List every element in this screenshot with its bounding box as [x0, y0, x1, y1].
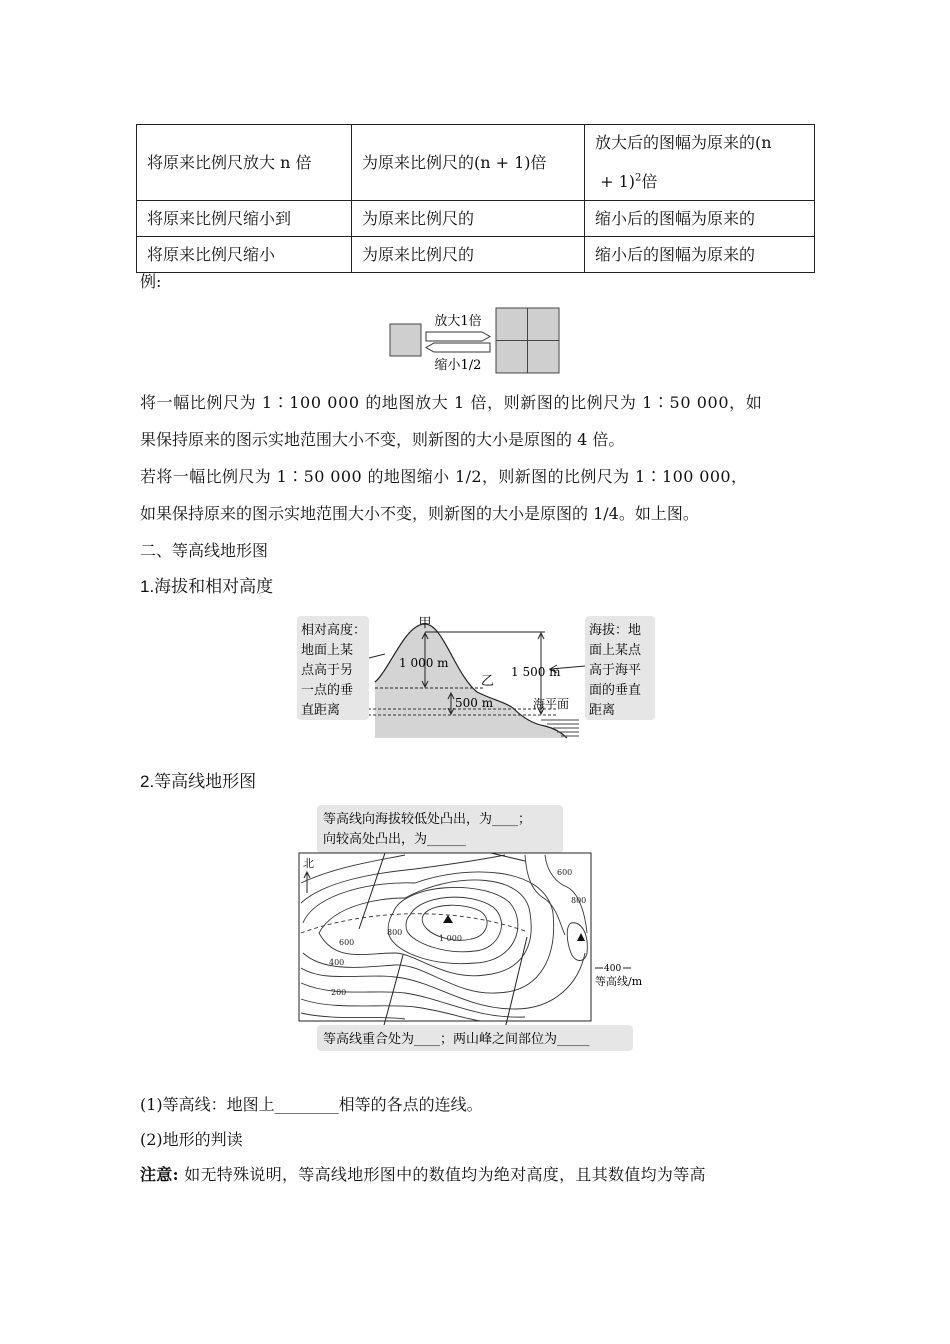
height-1500-label: 1 500 m: [511, 665, 561, 679]
table-cell: [585, 125, 815, 201]
north-label: 北: [303, 857, 314, 870]
example-label: 例:: [140, 272, 162, 291]
section-heading: 二、等高线地形图: [140, 541, 269, 560]
scale-figure: [388, 305, 563, 375]
paragraph-line: 如果保持原来的图示实地范围大小不变，则新图的大小是原图的 1/4。如上图。: [140, 504, 699, 523]
svg-text:800: 800: [387, 928, 403, 937]
cell-line: 放大后的图幅为原来的(n: [595, 133, 772, 152]
terrain-fill: [375, 624, 570, 738]
table-cell: 为原来比例尺的: [352, 237, 585, 273]
legend-value: 400: [604, 964, 622, 974]
table-cell: 为原来比例尺的: [352, 201, 585, 237]
question-text: 等高线重合处为____；两山峰之间部位为_____: [323, 1032, 590, 1047]
cell-text: 倍: [641, 172, 658, 192]
scale-table: [136, 124, 815, 273]
note-line: [140, 1164, 706, 1186]
altitude-figure: [295, 614, 657, 740]
enlarge-label: 放大1倍: [434, 314, 482, 329]
enlarge-arrow-icon: [426, 332, 490, 341]
note-label: 注意:: [140, 1165, 179, 1184]
question-text: 等高线向海拔较低处凸出，为____；: [323, 812, 532, 827]
legend-label: 等高线/m: [595, 975, 643, 988]
height-1000-label: 1 000 m: [399, 656, 449, 670]
question-line: (2)地形的判读: [140, 1130, 243, 1149]
note-text: 如无特殊说明，等高线地形图中的数值均为绝对高度，且其数值均为等高: [178, 1165, 706, 1184]
cell-line: [595, 172, 657, 191]
question-line: (1)等高线：地图上________相等的各点的连线。: [140, 1095, 483, 1114]
height-500-label: 500 m: [455, 696, 494, 710]
svg-text:800: 800: [571, 896, 587, 905]
paragraph-line: 若将一幅比例尺为 1∶50 000 的地图缩小 1/2，则新图的比例尺为 1∶100 000，: [140, 467, 748, 486]
small-square: [390, 324, 421, 356]
relative-height-text: 相对高度： 地面上某 点高于另 一点的垂 直距离: [301, 623, 367, 718]
svg-text:1 000: 1 000: [439, 934, 462, 943]
table-cell: 为原来比例尺的(n + 1)倍: [352, 125, 585, 201]
altitude-text: 海拔：地 面上某点 高于海平 面的垂直 距离: [589, 623, 642, 718]
jia-label: 甲: [418, 616, 432, 631]
cell-text: + 1): [600, 172, 636, 192]
shrink-arrow-icon: [426, 343, 490, 352]
table-cell: 将原来比例尺缩小到: [137, 201, 352, 237]
shrink-label: 缩小1/2: [434, 358, 482, 373]
table-cell: 将原来比例尺放大 n 倍: [137, 125, 352, 201]
paragraph-line: 将一幅比例尺为 1∶100 000 的地图放大 1 倍，则新图的比例尺为 1∶50 000，如: [140, 393, 763, 412]
svg-text:200: 200: [331, 988, 347, 997]
pointer-arrow-icon: [369, 654, 385, 658]
contour-figure: [295, 803, 657, 1053]
svg-text:600: 600: [557, 868, 573, 877]
table-cell: 将原来比例尺缩小: [137, 237, 352, 273]
svg-text:400: 400: [329, 958, 345, 967]
paragraph-line: 果保持原来的图示实地范围大小不变，则新图的大小是原图的 4 倍。: [140, 430, 625, 449]
superscript: 2: [635, 173, 642, 184]
subheading: 2.等高线地形图: [140, 772, 257, 791]
svg-text:600: 600: [339, 938, 355, 947]
table-row: [137, 125, 815, 201]
subheading: 1.海拔和相对高度: [140, 577, 274, 596]
table-row: [137, 201, 815, 237]
table-row: [137, 237, 815, 273]
question-text: 向较高处凸出，为______: [323, 832, 467, 847]
sea-level-label: 海平面: [533, 697, 570, 711]
table-cell: 缩小后的图幅为原来的: [585, 237, 815, 273]
yi-label: 乙: [481, 674, 495, 689]
table-cell: 缩小后的图幅为原来的: [585, 201, 815, 237]
